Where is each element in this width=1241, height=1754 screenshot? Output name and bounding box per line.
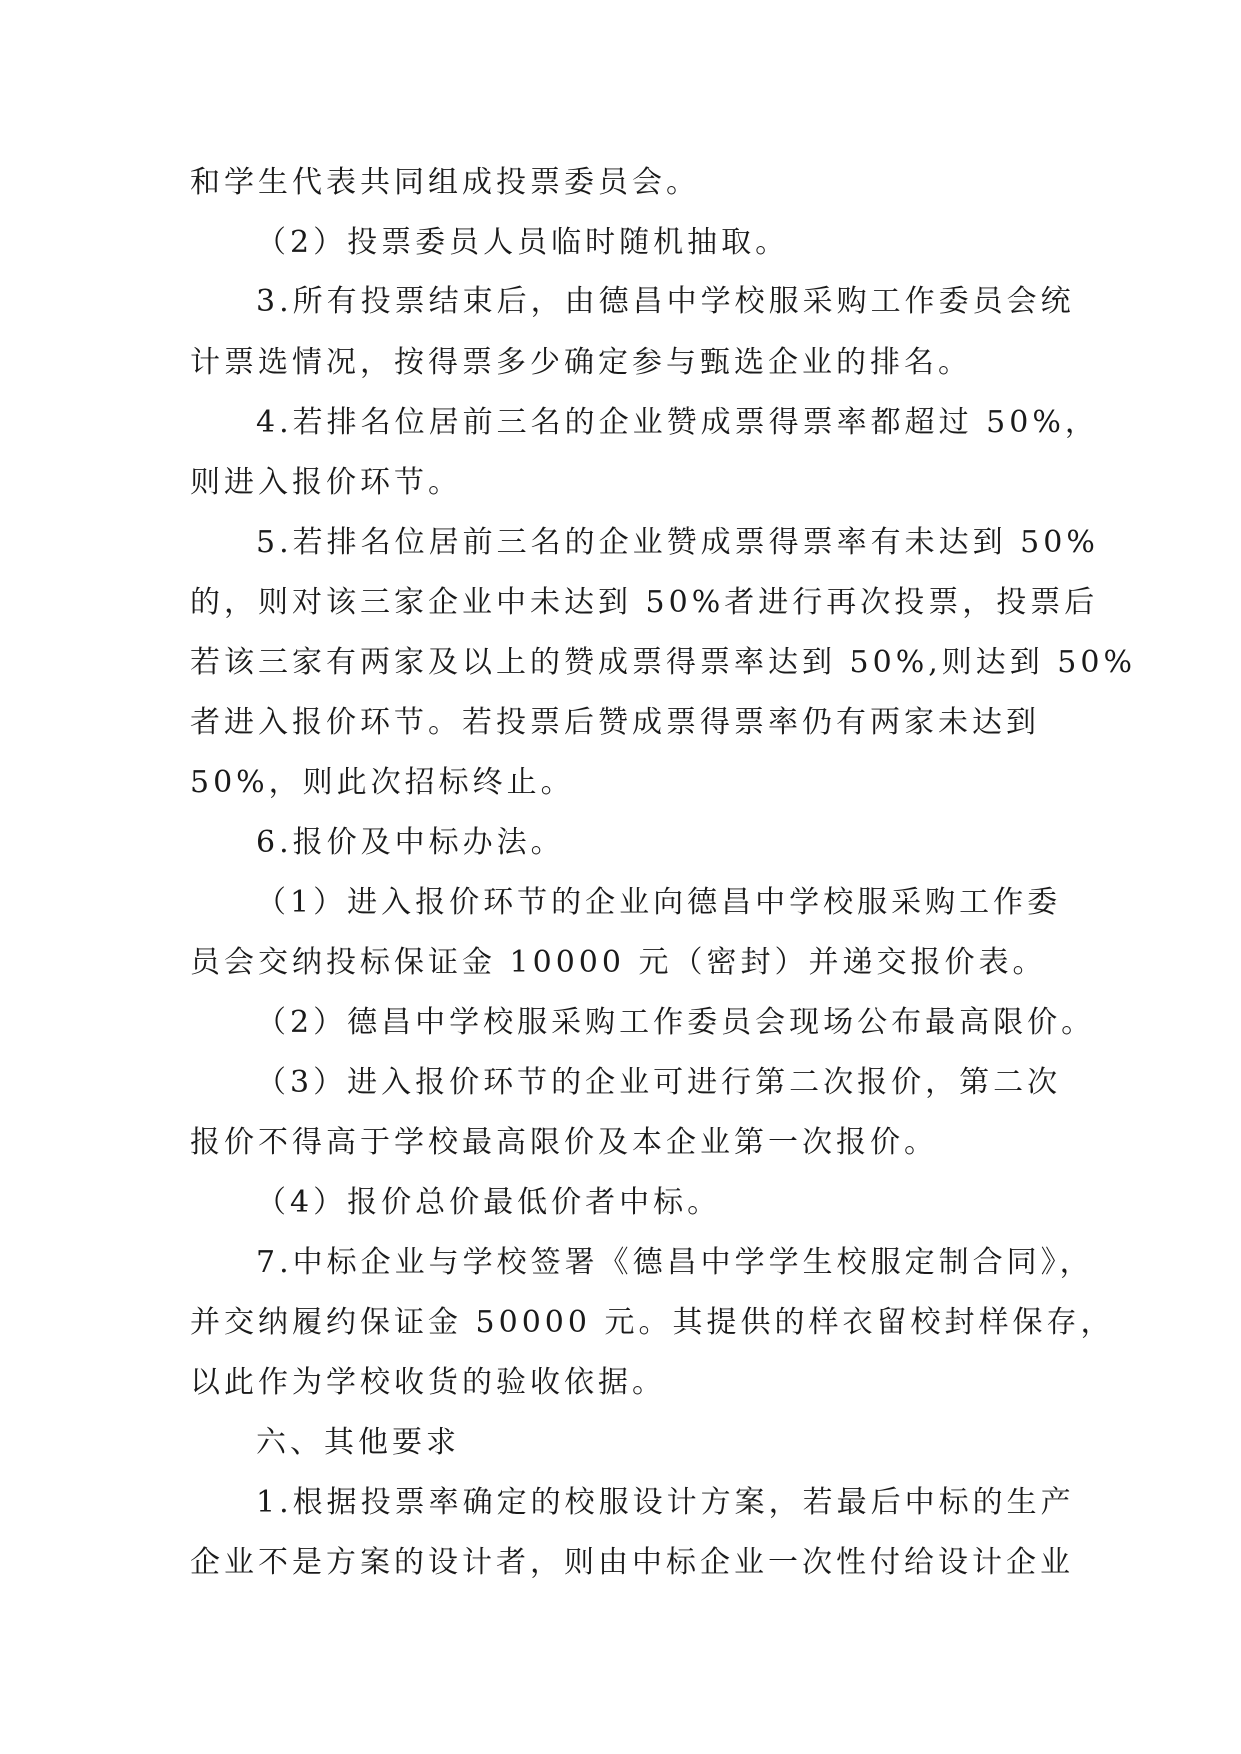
text-line: 和学生代表共同组成投票委员会。 — [190, 165, 700, 200]
text-line: 并交纳履约保证金 50000 元。其提供的样衣留校封样保存， — [190, 1305, 1115, 1340]
text-line: （2）投票委员人员临时随机抽取。 — [256, 225, 790, 260]
text-line: 则进入报价环节。 — [190, 465, 462, 500]
section-heading: 六、其他要求 — [256, 1425, 460, 1460]
text-line: 员会交纳投标保证金 10000 元（密封）并递交报价表。 — [190, 945, 1047, 980]
text-line: 企业不是方案的设计者，则由中标企业一次性付给设计企业 — [190, 1545, 1074, 1580]
text-line: 50%，则此次招标终止。 — [190, 765, 575, 800]
text-line: 报价不得高于学校最高限价及本企业第一次报价。 — [190, 1125, 938, 1160]
text-line: 者进入报价环节。若投票后赞成票得票率仍有两家未达到 — [190, 705, 1040, 740]
text-line: 3.所有投票结束后，由德昌中学校服采购工作委员会统 — [256, 284, 1075, 319]
text-line: （3）进入报价环节的企业可进行第二次报价，第二次 — [256, 1065, 1062, 1100]
text-line: 6.报价及中标办法。 — [256, 825, 565, 860]
text-line: 以此作为学校收货的验收依据。 — [190, 1365, 666, 1400]
text-line: （2）德昌中学校服采购工作委员会现场公布最高限价。 — [256, 1005, 1096, 1040]
text-line: 的，则对该三家企业中未达到 50%者进行再次投票，投票后 — [190, 585, 1099, 620]
text-line: 7.中标企业与学校签署《德昌中学学生校服定制合同》， — [256, 1245, 1094, 1280]
text-line: 计票选情况，按得票多少确定参与甄选企业的排名。 — [190, 345, 972, 380]
text-line: 4.若排名位居前三名的企业赞成票得票率都超过 50%， — [256, 405, 1099, 440]
text-line: （4）报价总价最低价者中标。 — [256, 1185, 722, 1220]
text-line: （1）进入报价环节的企业向德昌中学校服采购工作委 — [256, 885, 1062, 920]
text-line: 5.若排名位居前三名的企业赞成票得票率有未达到 50% — [256, 525, 1099, 560]
text-line: 1.根据投票率确定的校服设计方案，若最后中标的生产 — [256, 1485, 1075, 1520]
text-line: 若该三家有两家及以上的赞成票得票率达到 50%,则达到 50% — [190, 645, 1136, 680]
